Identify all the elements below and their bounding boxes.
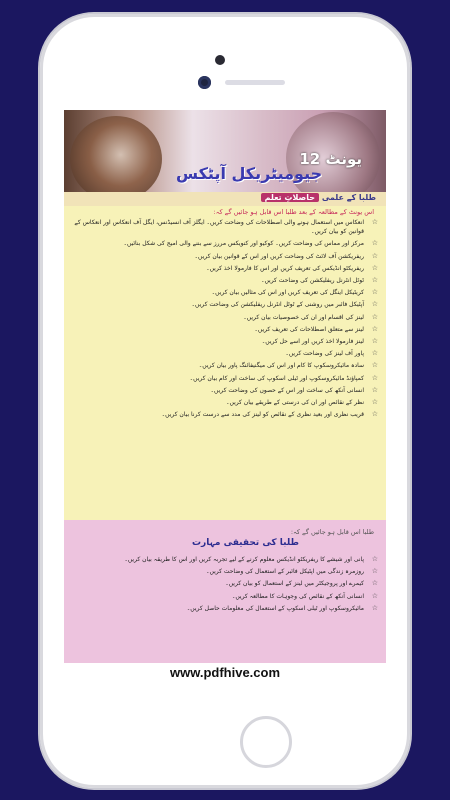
list-item: ☆ ریفریکٹو انڈیکس کی تعریف کریں اور اس کا فارمولا اخذ کریں۔ [206, 263, 378, 272]
intro-text: اس یونٹ کے مطالعہ کے بعد طلبا اس قابل ہو جائیں گے کہ: [213, 208, 374, 216]
list-item: ☆ لینز سے متعلق اصطلاحات کی تعریف کریں۔ [254, 324, 378, 333]
list-item: ☆ کریٹیکل اینگل کی تعریف کریں اور اس کی مثالیں بیان کریں۔ [211, 288, 378, 297]
home-button[interactable] [240, 716, 292, 768]
list-item: ☆ پانی اور شیشے کا ریفریکٹو انڈیکس معلوم کرنے کے لیے تجربہ کریں اور اس کا طریقہ بیان کریں۔ [124, 555, 378, 563]
list-item: ☆ نظر کے نقائص اور ان کی درستی کے طریقے بیان کریں۔ [225, 398, 378, 407]
list-item: ☆ ٹوٹل انٹرنل ریفلیکشن کی وضاحت کریں۔ [260, 276, 378, 285]
star-bullet-icon: ☆ [371, 337, 378, 346]
star-bullet-icon: ☆ [371, 603, 378, 612]
star-bullet-icon: ☆ [371, 218, 378, 226]
list-item: ☆ انسانی آنکھ کی ساخت اور اس کے حصوں کی وضاحت کریں۔ [210, 385, 378, 394]
star-bullet-icon: ☆ [371, 324, 378, 333]
star-bullet-icon: ☆ [371, 251, 378, 260]
skills-title: طلبا کی تحقیقی مہارت [192, 538, 299, 548]
subheading-outcome: حاصلاتِ تعلم [261, 193, 319, 202]
star-bullet-icon: ☆ [371, 567, 378, 576]
book-page-viewer[interactable] [64, 110, 386, 690]
chapter-title: جیومیٹریکل آپٹکس [176, 164, 323, 183]
list-item: ☆ قریب نظری اور بعید نظری کے نقائص کو لینز کی مدد سے درست کرنا بیان کریں۔ [161, 410, 378, 419]
star-bullet-icon: ☆ [371, 349, 378, 358]
banner-photo-left [70, 116, 162, 202]
skills-intro: طلبا اس قابل ہو جائیں گے کہ: [290, 528, 374, 536]
list-item: ☆ کمپاؤنڈ مائیکروسکوپ اور ٹیلی اسکوپ کی ساخت اور کام بیان کریں۔ [189, 373, 378, 382]
skills-list [74, 555, 378, 613]
earpiece-speaker [225, 80, 285, 85]
site-watermark: www.pdfhive.com [169, 665, 281, 680]
star-bullet-icon: ☆ [371, 276, 378, 285]
star-bullet-icon: ☆ [371, 579, 378, 588]
learning-outcomes-heading [258, 193, 376, 202]
star-bullet-icon: ☆ [371, 555, 378, 563]
star-bullet-icon: ☆ [371, 373, 378, 382]
star-bullet-icon: ☆ [371, 239, 378, 248]
star-bullet-icon: ☆ [371, 312, 378, 321]
book-page [64, 110, 386, 663]
star-bullet-icon: ☆ [371, 361, 378, 370]
list-item: ☆ لینز فارمولا اخذ کریں اور اسے حل کریں۔ [261, 337, 378, 346]
star-bullet-icon: ☆ [371, 385, 378, 394]
front-camera [198, 76, 211, 89]
star-bullet-icon: ☆ [371, 410, 378, 419]
star-bullet-icon: ☆ [371, 591, 378, 600]
outcomes-list [74, 218, 378, 419]
list-item: ☆ کیمرے اور پروجیکٹر میں لینز کے استعمال کو بیان کریں۔ [225, 579, 378, 588]
star-bullet-icon: ☆ [371, 263, 378, 272]
list-item: ☆ روزمرہ زندگی میں اپٹیکل فائبر کے استعمال کی وضاحت کریں۔ [206, 567, 378, 576]
unit-label: یونٹ 12 [299, 150, 362, 168]
list-item: ☆ مائیکروسکوپ اور ٹیلی اسکوپ کے استعمال کی معلومات حاصل کریں۔ [186, 603, 378, 612]
list-item: ☆ انسانی آنکھ کے نقائص کی وجوہات کا مطالعہ کریں۔ [231, 591, 378, 600]
list-item: ☆ انعکاس میں استعمال ہونے والی اصطلاحات کی وضاحت کریں۔ ایگلز آف انسیڈنس، ایگل آف انعکاس اور انعکاس کے قوانین کو بیان کریں۔ [74, 218, 378, 236]
list-item: ☆ پاور آف لینز کی وضاحت کریں۔ [285, 349, 378, 358]
list-item: ☆ سادہ مائیکروسکوپ کا کام اور اس کی میگنیفائنگ پاور بیان کریں۔ [198, 361, 378, 370]
list-item: ☆ مرکز اور مماس کی وضاحت کریں۔ کوکیو اور کنویکس مررز سے بننے والی امیج کی شکل بنائیں۔ [123, 239, 378, 248]
star-bullet-icon: ☆ [371, 288, 378, 297]
list-item: ☆ لینز کی اقسام اور ان کی خصوصیات بیان کریں۔ [243, 312, 378, 321]
subheading-label: طلبا کے علمی [321, 193, 376, 202]
list-item: ☆ آپٹیکل فائبر میں روشنی کے ٹوٹل انٹرنل ریفلیکشن کی وضاحت کریں۔ [191, 300, 378, 309]
list-item: ☆ ریفریکشن آف لائٹ کی وضاحت کریں اور اس کے قوانین بیان کریں۔ [194, 251, 378, 260]
star-bullet-icon: ☆ [371, 398, 378, 407]
star-bullet-icon: ☆ [371, 300, 378, 309]
front-sensor [215, 55, 225, 65]
